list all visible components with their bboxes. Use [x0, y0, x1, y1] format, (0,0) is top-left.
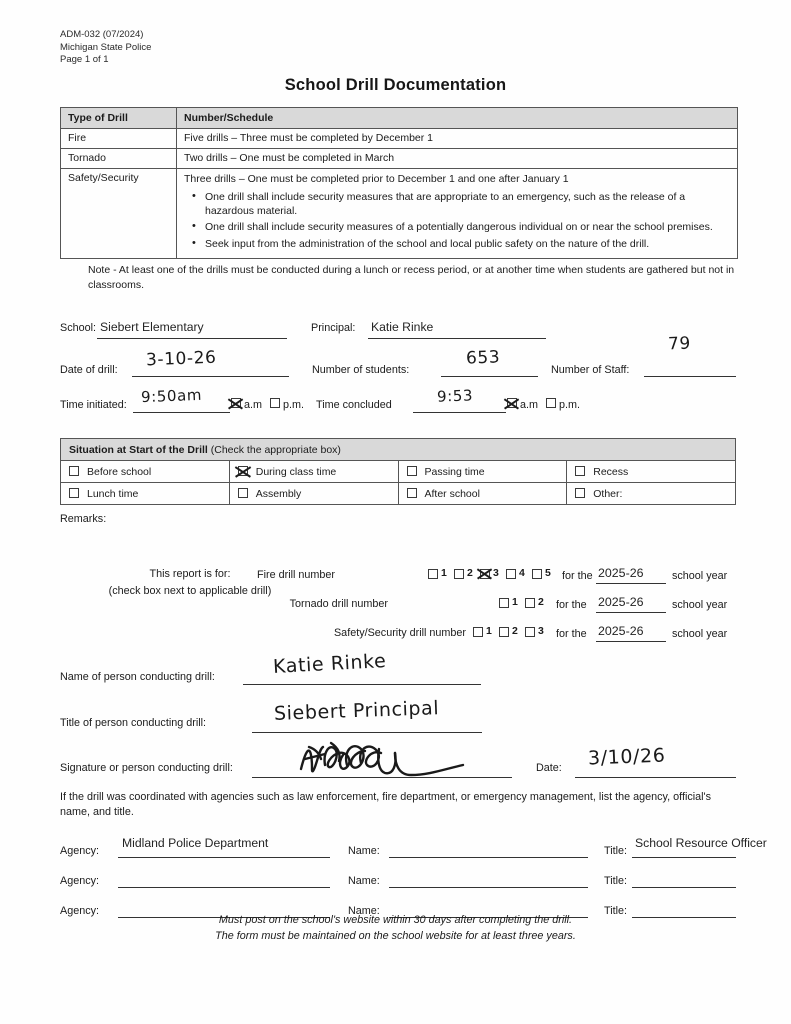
- number-of-staff-value: 79: [667, 333, 692, 355]
- situation-label-lunch-time: Lunch time: [87, 487, 139, 500]
- signature-date-label: Date:: [536, 762, 562, 774]
- footer-line-1: Must post on the school's website within 30 days after completing the drill.: [218, 914, 573, 926]
- principal-label: Principal:: [311, 322, 356, 334]
- checkbox-fire-drill-5[interactable]: [532, 569, 542, 579]
- column-header-schedule: Number/Schedule: [177, 108, 738, 129]
- tornado-drill-school-year-rule[interactable]: [596, 612, 666, 613]
- agency-label-1: Agency:: [60, 845, 100, 857]
- checkbox-lunch-time[interactable]: [69, 488, 79, 498]
- conductor-signature-rule[interactable]: [252, 777, 512, 778]
- number-of-students-value: 653: [465, 347, 501, 369]
- situation-label-other: Other:: [593, 487, 623, 500]
- situation-label-passing-time: Passing time: [424, 465, 485, 478]
- safety-drill-number-2: 2: [512, 625, 518, 637]
- lunch-recess-note: Note - At least one of the drills must be conducted during a lunch or recess period, or at another time when students are gathered but not in classrooms.: [88, 264, 735, 291]
- time-initiated-am-checkbox[interactable]: [231, 398, 241, 408]
- table-header-row: [61, 108, 738, 129]
- conductor-name-value: Katie Rinke: [272, 650, 387, 678]
- checkbox-other[interactable]: [575, 488, 585, 498]
- agency-rule-2[interactable]: [118, 887, 330, 888]
- checkbox-fire-drill-1[interactable]: [428, 569, 438, 579]
- agency-title-label-2: Title:: [604, 875, 627, 887]
- fire-drill-number-4: 4: [519, 567, 525, 579]
- time-concluded-rule[interactable]: [413, 412, 506, 413]
- principal-field-rule[interactable]: [368, 338, 546, 339]
- agency-name-rule-2[interactable]: [389, 887, 588, 888]
- situation-cell-after-school[interactable]: [398, 483, 567, 505]
- agency-coordination-note: If the drill was coordinated with agencies such as law enforcement, fire department, or emergency management, list the agency, official's name, and title.: [60, 791, 712, 818]
- table-row: [61, 461, 736, 483]
- school-label: School:: [60, 322, 97, 334]
- situation-label-during-class-time: During class time: [255, 465, 337, 478]
- agency-name-label-2: Name:: [348, 875, 380, 887]
- tornado-drill-number-label: Tornado drill number: [289, 598, 388, 610]
- school-field-rule[interactable]: [97, 338, 287, 339]
- form-code: ADM-032 (07/2024): [60, 29, 144, 40]
- drill-schedule-fire: Five drills – Three must be completed by December 1: [177, 129, 738, 149]
- situation-cell-other[interactable]: [567, 483, 736, 505]
- safety-drill-school-year-value: 2025-26: [598, 624, 644, 638]
- drill-schedule-tornado: Two drills – One must be completed in March: [177, 149, 738, 169]
- conductor-signature-label: Signature or person conducting drill:: [60, 762, 233, 774]
- situation-label-assembly: Assembly: [255, 487, 302, 500]
- safety-drill-number-3: 3: [538, 625, 544, 637]
- tornado-drill-for-the-label: for the: [556, 599, 587, 611]
- agency-label-2: Agency:: [60, 875, 100, 887]
- situation-at-start-table: [60, 438, 736, 505]
- situation-cell-before-school[interactable]: [61, 461, 230, 483]
- time-concluded-value: 9:53: [436, 386, 474, 406]
- safety-drill-school-year-rule[interactable]: [596, 641, 666, 642]
- checkbox-assembly[interactable]: [238, 488, 248, 498]
- situation-label-after-school: After school: [424, 487, 480, 500]
- situation-header-row: [61, 439, 736, 461]
- tornado-drill-school-year-label: school year: [672, 599, 728, 611]
- footer-line-2: The form must be maintained on the school website for at least three years.: [215, 929, 576, 942]
- agency-title-value-1: School Resource Officer: [635, 836, 767, 850]
- conductor-name-rule[interactable]: [243, 684, 481, 685]
- fire-drill-number-3: 3: [493, 567, 499, 579]
- table-row: [61, 129, 738, 149]
- fire-drill-number-label: Fire drill number: [257, 569, 335, 581]
- conductor-title-label: Title of person conducting drill:: [60, 717, 207, 729]
- safety-requirements-list: [184, 191, 732, 251]
- checkbox-recess[interactable]: [575, 466, 585, 476]
- time-concluded-label: Time concluded: [316, 399, 392, 411]
- conductor-title-value: Siebert Principal: [273, 697, 440, 725]
- agency-name-label-1: Name:: [348, 845, 380, 857]
- situation-label-recess: Recess: [593, 465, 629, 478]
- situation-cell-recess[interactable]: [567, 461, 736, 483]
- number-of-students-label: Number of students:: [312, 364, 410, 376]
- fire-drill-school-year-rule[interactable]: [596, 583, 666, 584]
- agency-title-label-1: Title:: [604, 845, 627, 857]
- drill-schedule-safety-security: [177, 169, 738, 259]
- safety-drill-for-the-label: for the: [556, 628, 587, 640]
- table-row: [61, 149, 738, 169]
- signature-date-value: 3/10/26: [587, 744, 666, 770]
- agency-rule-1[interactable]: [118, 857, 330, 858]
- time-concluded-am-label: a.m: [520, 399, 538, 411]
- agency-name-label-3: Name:: [348, 905, 380, 917]
- principal-value: Katie Rinke: [371, 320, 434, 334]
- agency-title-rule-1[interactable]: [632, 857, 736, 858]
- situation-cell-assembly[interactable]: [229, 483, 398, 505]
- date-of-drill-label: Date of drill:: [60, 364, 118, 376]
- situation-header-cell: [61, 439, 736, 461]
- drill-type-tornado: Tornado: [61, 149, 177, 169]
- checkbox-passing-time[interactable]: [407, 466, 417, 476]
- conductor-name-label: Name of person conducting drill:: [60, 671, 215, 683]
- number-of-staff-rule[interactable]: [644, 376, 736, 377]
- agency-value-1: Midland Police Department: [122, 836, 269, 850]
- checkbox-safety-drill-2[interactable]: [499, 627, 509, 637]
- checkbox-fire-drill-3[interactable]: [480, 569, 490, 579]
- checkbox-tornado-drill-1[interactable]: [499, 598, 509, 608]
- time-initiated-pm-checkbox[interactable]: [270, 398, 280, 408]
- agency-title-rule-2[interactable]: [632, 887, 736, 888]
- tornado-drill-number-2: 2: [538, 596, 544, 608]
- fire-drill-number-1: 1: [441, 567, 447, 579]
- situation-cell-during-class-time[interactable]: [229, 461, 398, 483]
- agency-label-3: Agency:: [60, 905, 100, 917]
- checkbox-safety-drill-3[interactable]: [525, 627, 535, 637]
- fire-drill-for-the-label: for the: [562, 570, 593, 582]
- situation-label-before-school: Before school: [87, 465, 152, 478]
- situation-cell-lunch-time[interactable]: [61, 483, 230, 505]
- checkbox-safety-drill-1[interactable]: [473, 627, 483, 637]
- page-title: School Drill Documentation: [284, 76, 507, 94]
- date-of-drill-value: 3-10-26: [145, 347, 217, 371]
- time-initiated-label: Time initiated:: [60, 399, 127, 411]
- time-initiated-pm-label: p.m.: [283, 399, 304, 411]
- signature-mark: [295, 735, 545, 780]
- posting-requirements-footer: [0, 913, 791, 944]
- fire-drill-number-2: 2: [467, 567, 473, 579]
- check-mark-during-class-time: [234, 462, 252, 480]
- report-is-for-line1: This report is for:: [149, 568, 231, 580]
- agency-name-rule-1[interactable]: [389, 857, 588, 858]
- time-initiated-rule[interactable]: [133, 412, 230, 413]
- time-initiated-am-label: a.m: [244, 399, 262, 411]
- table-row: [61, 483, 736, 505]
- fire-drill-school-year-label: school year: [672, 570, 728, 582]
- column-header-type: Type of Drill: [61, 108, 177, 129]
- number-of-staff-label: Number of Staff:: [551, 364, 630, 376]
- list-item: • Seek input from the administration of the school and local public safety on the nature of the drill.: [203, 238, 732, 252]
- issuing-agency: Michigan State Police: [60, 41, 152, 53]
- report-is-for-line2: (check box next to applicable drill): [108, 585, 272, 597]
- situation-cell-passing-time[interactable]: [398, 461, 567, 483]
- checkbox-tornado-drill-2[interactable]: [525, 598, 535, 608]
- remarks-label: Remarks:: [60, 513, 107, 525]
- fire-drill-school-year-value: 2025-26: [598, 566, 644, 580]
- safety-drill-number-label: Safety/Security drill number: [333, 627, 466, 639]
- checkbox-before-school[interactable]: [69, 466, 79, 476]
- tornado-drill-school-year-value: 2025-26: [598, 595, 644, 609]
- school-value: Siebert Elementary: [100, 320, 204, 334]
- time-concluded-pm-checkbox[interactable]: [546, 398, 556, 408]
- signature-date-rule[interactable]: [575, 777, 736, 778]
- checkbox-fire-drill-4[interactable]: [506, 569, 516, 579]
- agency-title-label-3: Title:: [604, 905, 627, 917]
- safety-schedule-lead: Three drills – One must be completed prior to December 1 and one after January 1: [184, 173, 569, 185]
- time-initiated-value: 9:50am: [140, 385, 203, 407]
- table-row: [61, 169, 738, 259]
- time-concluded-am-checkbox[interactable]: [507, 398, 517, 408]
- safety-drill-number-1: 1: [486, 625, 492, 637]
- checkbox-after-school[interactable]: [407, 488, 417, 498]
- conductor-title-rule[interactable]: [252, 732, 482, 733]
- drill-type-safety-security: Safety/Security: [61, 169, 177, 259]
- date-of-drill-rule[interactable]: [132, 376, 289, 377]
- page-number: Page 1 of 1: [60, 54, 109, 66]
- number-of-students-rule[interactable]: [441, 376, 538, 377]
- safety-drill-school-year-label: school year: [672, 628, 728, 640]
- time-concluded-pm-label: p.m.: [559, 399, 580, 411]
- situation-header-title: Situation at Start of the Drill: [69, 443, 208, 456]
- drill-type-fire: Fire: [61, 129, 177, 149]
- situation-header-hint: (Check the appropriate box): [207, 443, 341, 456]
- tornado-drill-number-1: 1: [512, 596, 518, 608]
- drill-schedule-table: [60, 107, 738, 259]
- checkbox-fire-drill-2[interactable]: [454, 569, 464, 579]
- list-item: • One drill shall include security measures that are appropriate to an emergency, such as the release of a hazardous material.: [203, 191, 732, 218]
- list-item: • One drill shall include security measures of a potentially dangerous individual on or near the school premises.: [203, 221, 732, 235]
- fire-drill-number-5: 5: [545, 567, 551, 579]
- form-identification: [60, 29, 151, 67]
